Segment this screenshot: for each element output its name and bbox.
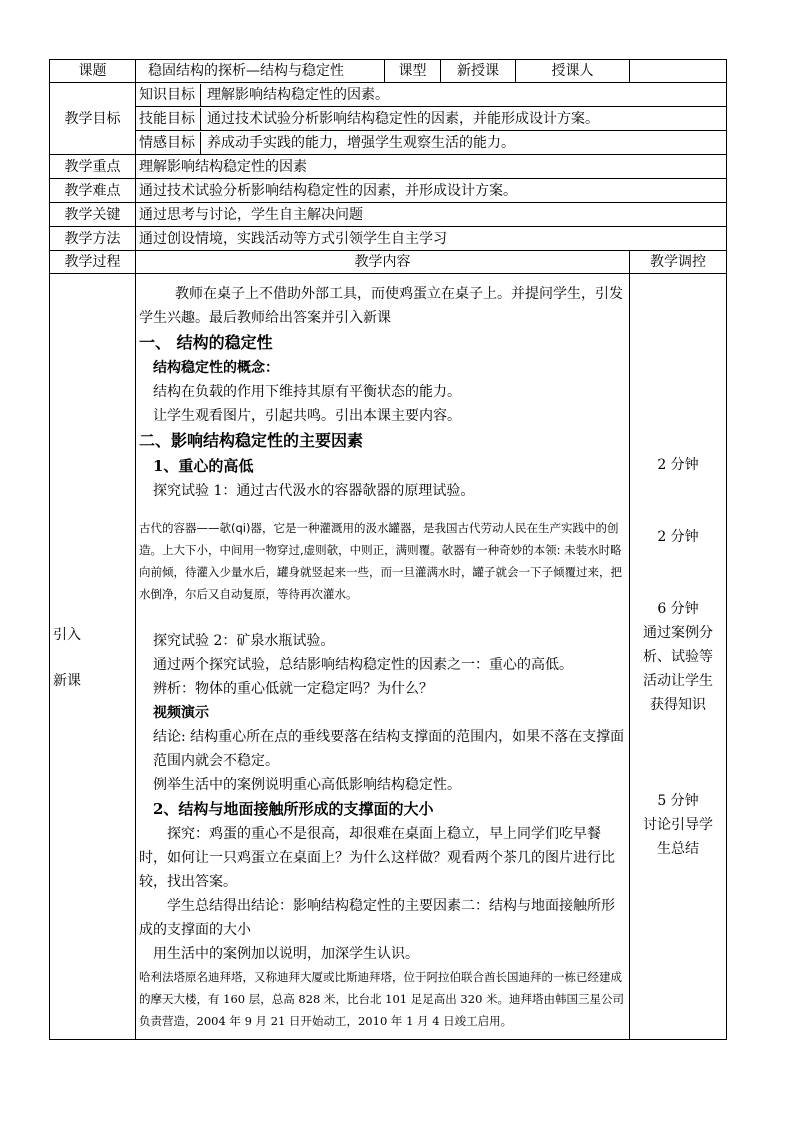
teacher-label: 授课人 xyxy=(516,60,630,83)
content-cell xyxy=(136,274,630,1040)
time-concept: 2 分钟 xyxy=(657,528,699,545)
topic-label: 课题 xyxy=(50,60,136,83)
time-discussion: 5 分钟 xyxy=(657,792,699,809)
discussion-guide-note: 讨论引导学生总结 xyxy=(643,816,713,857)
process-new-lesson: 新课 xyxy=(53,672,81,689)
topic-value: 稳固结构的探析—结构与稳定性 xyxy=(136,60,385,83)
goal-knowledge-cell xyxy=(136,83,727,107)
goal-row-skill xyxy=(50,107,727,131)
difficulty-row xyxy=(50,179,727,203)
concept-title: 结构稳定性的概念： xyxy=(153,359,279,376)
example-text: 例举生活中的案例说明重心高低影响结构稳定性。 xyxy=(153,776,461,793)
factors-activity-note: 通过案例分析、试验等活动让学生获得知识 xyxy=(643,624,713,713)
main-content-row xyxy=(50,274,727,1040)
key-row xyxy=(50,155,727,179)
goal-row-knowledge xyxy=(50,83,727,107)
content-intro-paragraph: 教师在桌子上不借助外部工具，而使鸡蛋立在桌子上。并提问学生，引发学生兴趣。最后教师给出答案并引入新课 xyxy=(139,285,623,326)
goal-knowledge-text: 理解影响结构稳定性的因素。 xyxy=(207,86,389,103)
video-demo-label: 视频演示 xyxy=(153,704,209,721)
difficulty-value: 通过技术试验分析影响结构稳定性的因素，并形成设计方案。 xyxy=(136,179,727,203)
time-factors: 6 分钟 xyxy=(657,600,699,617)
type-label: 课型 xyxy=(385,60,441,83)
control-cell xyxy=(630,274,727,1040)
summary-2-text: 学生总结得出结论：影响结构稳定性的主要因素二：结构与地面接触所形成的支撑面的大小 xyxy=(139,897,615,938)
process-intro: 引入 xyxy=(53,626,81,643)
key-value: 理解影响结构稳定性的因素 xyxy=(136,155,727,179)
crux-label: 教学关键 xyxy=(50,203,136,227)
difficulty-label: 教学难点 xyxy=(50,179,136,203)
columns-header-row xyxy=(50,251,727,274)
cases-text: 用生活中的案例加以说明，加深学生认识。 xyxy=(153,945,419,962)
experiment-2-text: 探究试验 2：矿泉水瓶试验。 xyxy=(153,632,335,649)
goals-label: 教学目标 xyxy=(50,83,136,155)
crux-value: 通过思考与讨论，学生自主解决问题 xyxy=(136,203,727,227)
key-label: 教学重点 xyxy=(50,155,136,179)
pictures-text: 让学生观看图片，引起共鸣。引出本课主要内容。 xyxy=(153,407,461,424)
summary-1-text: 通过两个探究试验，总结影响结构稳定性的因素之一：重心的高低。 xyxy=(153,656,573,673)
goal-emotion-cell xyxy=(136,131,727,155)
type-value: 新授课 xyxy=(441,60,516,83)
experiment-1-text: 探究试验 1：通过古代汲水的容器欹器的原理试验。 xyxy=(153,482,475,499)
teacher-value xyxy=(630,60,727,83)
process-cell xyxy=(50,274,136,1040)
control-column-header: 教学调控 xyxy=(630,251,727,274)
process-column-header: 教学过程 xyxy=(50,251,136,274)
method-label: 教学方法 xyxy=(50,227,136,251)
method-value: 通过创设情境，实践活动等方式引领学生自主学习 xyxy=(136,227,727,251)
conclusion-text: 结论: 结构重心所在点的垂线要落在结构支撑面的范围内，如果不落在支撑面范围内就会不稳定。 xyxy=(153,728,625,769)
method-row xyxy=(50,227,727,251)
discussion-text: 辨析：物体的重心低就一定稳定吗？为什么？ xyxy=(153,680,433,697)
lesson-plan-table xyxy=(49,59,727,1040)
goal-row-emotion xyxy=(50,131,727,155)
content-column-header: 教学内容 xyxy=(136,251,630,274)
header-row xyxy=(50,60,727,83)
section-2-heading: 二、影响结构稳定性的主要因素 xyxy=(139,430,364,450)
goal-knowledge-label: 知识目标 xyxy=(139,84,201,106)
burj-khalifa-note: 哈利法塔原名迪拜塔，又称迪拜大厦或比斯迪拜塔，位于阿拉伯联合酋长国迪拜的一栋已经建成的摩天大楼，有 160 层，总高 828 米，比台北 101 足足高出 320 米。迪拜塔由韩国三星公司负责营造，2004 年 9 月 21 日开始动工，2010 年 1 月 4 日竣工启用。 xyxy=(139,969,625,1028)
time-intro: 2 分钟 xyxy=(657,456,699,473)
goal-skill-text: 通过技术试验分析影响结构稳定性的因素，并能形成设计方案。 xyxy=(207,110,599,127)
qiqi-note: 古代的容器——欹(qi)器，它是一种灌溉用的汲水罐器，是我国古代劳动人民在生产实践中的创造。上大下小，中间用一物穿过,虚则欹，中则正，满则覆。欹器有一种奇妙的本领: 未装水时略向前倾，待灌入少量水后，罐身就竖起来一些，而一旦灌满水时，罐子就会一下子倾覆过来，把水倒净，尔后又自动复原，等待再次灌水。 xyxy=(139,520,622,601)
subsection-1-heading: 1、重心的高低 xyxy=(153,456,254,475)
subsection-2-heading: 2、结构与地面接触所形成的支撑面的大小 xyxy=(153,799,434,818)
goal-skill-cell xyxy=(136,107,727,131)
concept-text: 结构在负载的作用下维持其原有平衡状态的能力。 xyxy=(153,383,461,400)
crux-row xyxy=(50,203,727,227)
section-1-heading: 一、 结构的稳定性 xyxy=(139,332,273,352)
explore-text: 探究：鸡蛋的重心不是很高，却很难在桌面上稳立，早上同学们吃早餐时，如何让一只鸡蛋立在桌面上？为什么这样做？观看两个茶几的图片进行比较，找出答案。 xyxy=(139,825,615,890)
goal-emotion-label: 情感目标 xyxy=(139,132,201,154)
goal-skill-label: 技能目标 xyxy=(139,108,201,130)
goal-emotion-text: 养成动手实践的能力，增强学生观察生活的能力。 xyxy=(207,134,515,151)
